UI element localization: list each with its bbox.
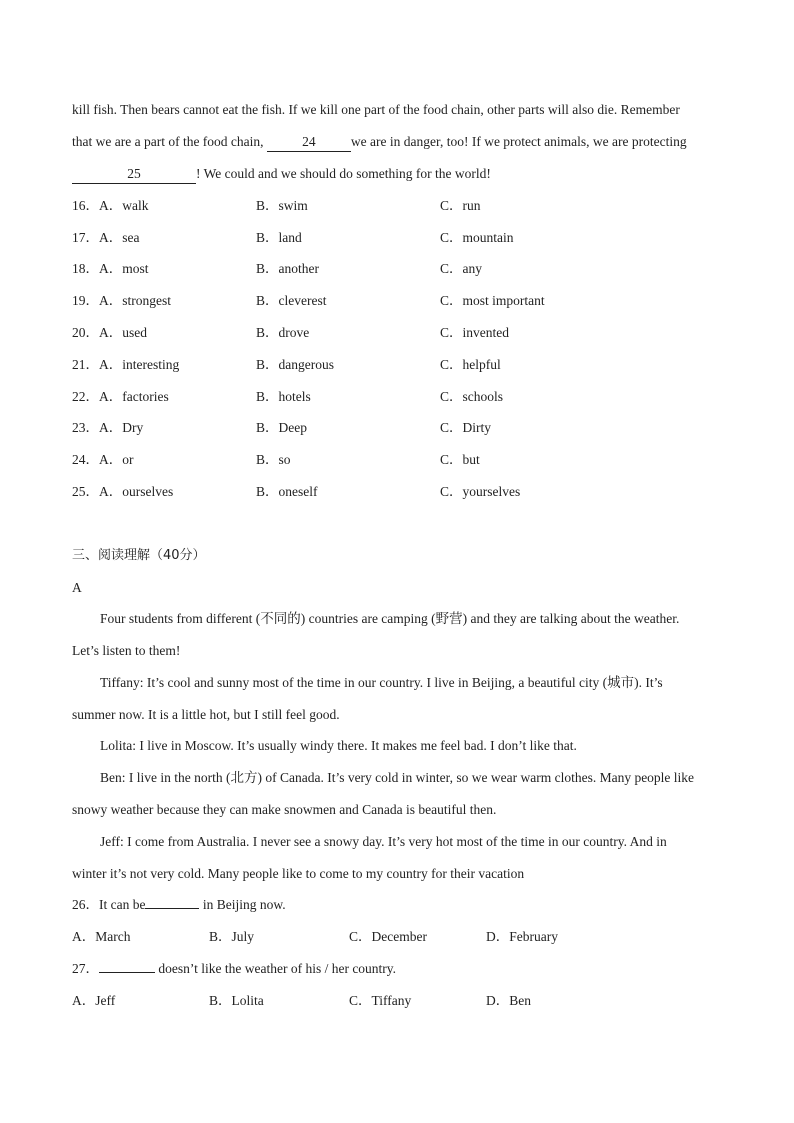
passage-line-2-after: we are in danger, too! If we protect animals, we are protecting xyxy=(350,134,687,149)
option-row xyxy=(72,388,722,406)
question-number: 17． xyxy=(72,230,99,245)
option-row xyxy=(72,356,722,374)
option-a[interactable] xyxy=(72,388,169,406)
passage-line-3-after: ! We could and we should do something for the world! xyxy=(196,166,491,181)
option-d[interactable]: D．February xyxy=(486,929,558,944)
option-a-text: A．ourselves xyxy=(99,484,174,499)
reading-jeff-line-2: winter it’s not very cold. Many people like to come to my country for their vacation xyxy=(72,866,525,881)
option-b[interactable]: B．dangerous xyxy=(256,357,334,372)
option-b[interactable]: B．hotels xyxy=(256,389,311,404)
option-a-text: A．most xyxy=(99,261,149,276)
reading-lolita-line: Lolita: I live in Moscow. It’s usually windy there. It makes me feel bad. I don’t like that. xyxy=(100,738,577,753)
option-a[interactable]: A．Jeff xyxy=(72,993,116,1008)
option-row xyxy=(72,483,722,501)
reading-ben-line-1: Ben: I live in the north (北方) of Canada. It’s very cold in winter, so we wear warm clothes. Many people like xyxy=(100,770,695,785)
question-number: 21． xyxy=(72,357,99,372)
option-c[interactable]: C．any xyxy=(440,261,482,276)
option-b[interactable]: B．drove xyxy=(256,325,310,340)
section-title: 三、阅读理解（40分） xyxy=(72,548,206,563)
blank-24[interactable]: 24 xyxy=(267,133,351,152)
option-c[interactable]: C．helpful xyxy=(440,357,501,372)
option-a-text: A．sea xyxy=(99,230,140,245)
passage-line-2-before: that we are a part of the food chain, xyxy=(72,134,267,149)
question-27-stem-before: 27． xyxy=(72,961,99,976)
question-27-stem xyxy=(72,960,396,978)
question-26-stem-before: 26．It can be xyxy=(72,897,146,912)
option-a[interactable]: A．March xyxy=(72,929,131,944)
option-c[interactable]: C．mountain xyxy=(440,230,514,245)
option-a[interactable] xyxy=(72,197,149,215)
option-c[interactable]: C．run xyxy=(440,198,481,213)
option-c[interactable]: C．December xyxy=(349,929,427,944)
question-27-blank[interactable] xyxy=(99,972,155,973)
reading-intro-line-2: Let’s listen to them! xyxy=(72,643,181,658)
option-a-text: A．strongest xyxy=(99,293,171,308)
option-a-text: A．walk xyxy=(99,198,149,213)
option-a-text: A．interesting xyxy=(99,357,180,372)
option-a[interactable] xyxy=(72,260,149,278)
option-a[interactable] xyxy=(72,356,179,374)
option-c[interactable]: C．most important xyxy=(440,293,545,308)
blank-25[interactable]: 25 xyxy=(72,165,196,184)
question-26-stem-after: in Beijing now. xyxy=(199,897,286,912)
option-b[interactable]: B．oneself xyxy=(256,484,318,499)
option-b[interactable]: B．land xyxy=(256,230,302,245)
option-b[interactable]: B．Deep xyxy=(256,420,307,435)
passage-line-2 xyxy=(72,133,687,152)
option-d[interactable]: D．Ben xyxy=(486,993,531,1008)
question-26-stem xyxy=(72,896,286,914)
option-row xyxy=(72,324,722,342)
option-c[interactable]: C．yourselves xyxy=(440,484,521,499)
option-c[interactable]: C．schools xyxy=(440,389,504,404)
question-number: 23． xyxy=(72,420,99,435)
question-26-options xyxy=(72,928,722,946)
reading-intro-line-1: Four students from different (不同的) countries are camping (野营) and they are talking about the weather. xyxy=(100,611,680,626)
option-a[interactable] xyxy=(72,419,143,437)
option-b[interactable]: B．cleverest xyxy=(256,293,327,308)
option-a-text: A．used xyxy=(99,325,147,340)
question-number: 16． xyxy=(72,198,99,213)
question-26-blank[interactable] xyxy=(145,908,199,909)
question-number: 18． xyxy=(72,261,99,276)
option-a-text: A．factories xyxy=(99,389,169,404)
option-b[interactable]: B．so xyxy=(256,452,291,467)
option-b[interactable]: B．another xyxy=(256,261,319,276)
option-c[interactable]: C．invented xyxy=(440,325,509,340)
option-row xyxy=(72,419,722,437)
option-a[interactable] xyxy=(72,292,171,310)
option-c[interactable]: C．but xyxy=(440,452,480,467)
option-row xyxy=(72,197,722,215)
option-b[interactable]: B．Lolita xyxy=(209,993,264,1008)
option-a-text: A．Dry xyxy=(99,420,144,435)
passage-line-3 xyxy=(72,165,491,184)
question-number: 20． xyxy=(72,325,99,340)
reading-jeff-line-1: Jeff: I come from Australia. I never see a snowy day. It’s very hot most of the time in our country. And in xyxy=(100,834,667,849)
option-c[interactable]: C．Dirty xyxy=(440,420,492,435)
option-c[interactable]: C．Tiffany xyxy=(349,993,412,1008)
reading-tiffany-line-2: summer now. It is a little hot, but I still feel good. xyxy=(72,707,340,722)
option-row xyxy=(72,229,722,247)
question-number: 24． xyxy=(72,452,99,467)
question-number: 25． xyxy=(72,484,99,499)
option-a[interactable] xyxy=(72,324,147,342)
question-number: 22． xyxy=(72,389,99,404)
question-number: 19． xyxy=(72,293,99,308)
passage-line-1: kill fish. Then bears cannot eat the fish. If we kill one part of the food chain, other parts will also die. Remember xyxy=(72,102,680,117)
option-a[interactable] xyxy=(72,483,173,501)
reading-ben-line-2: snowy weather because they can make snowmen and Canada is beautiful then. xyxy=(72,802,497,817)
option-row xyxy=(72,260,722,278)
option-a[interactable] xyxy=(72,229,140,247)
option-b[interactable]: B．July xyxy=(209,929,255,944)
question-27-options xyxy=(72,992,722,1010)
option-row xyxy=(72,451,722,469)
reading-tiffany-line-1: Tiffany: It’s cool and sunny most of the time in our country. I live in Beijing, a beautiful city (城市). It’s xyxy=(100,675,663,690)
option-b[interactable]: B．swim xyxy=(256,198,308,213)
option-a-text: A．or xyxy=(99,452,134,467)
passage-label: A xyxy=(72,580,82,595)
option-a[interactable] xyxy=(72,451,134,469)
option-row xyxy=(72,292,722,310)
question-27-stem-after: doesn’t like the weather of his / her country. xyxy=(155,961,397,976)
